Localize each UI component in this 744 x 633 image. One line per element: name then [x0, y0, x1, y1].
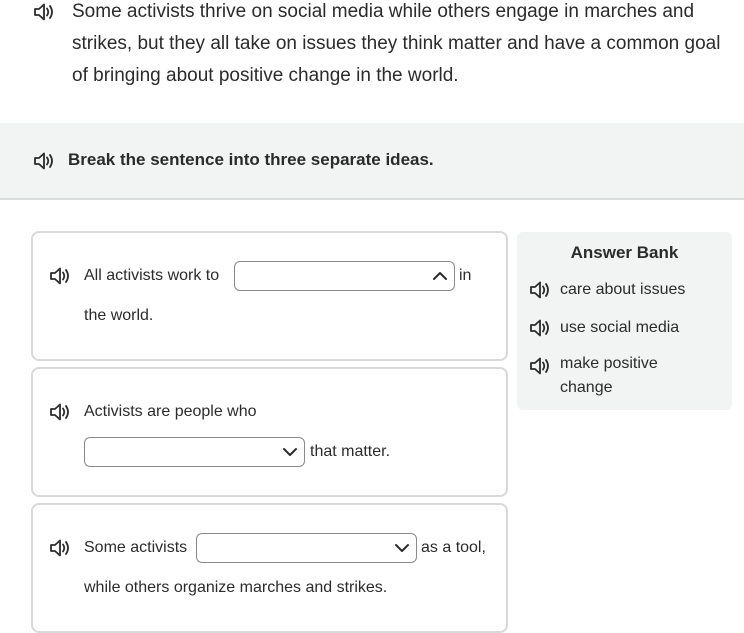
- answer-item-make-positive-change[interactable]: make positive change: [560, 355, 658, 396]
- card-3-prefix: Some activists: [84, 539, 188, 556]
- card-3-continuation: while others organize marches and strikes.: [84, 579, 388, 596]
- answer-3-speaker-icon[interactable]: [529, 356, 551, 376]
- instruction-speaker-icon[interactable]: [33, 151, 55, 171]
- card-1-speaker-icon[interactable]: [49, 266, 71, 286]
- chevron-up-icon: [432, 269, 448, 283]
- card-2-prefix: Activists are people who: [84, 403, 257, 420]
- sentence-card-1: [31, 231, 508, 361]
- card-3-speaker-icon[interactable]: [49, 538, 71, 558]
- answer-item-care-about-issues[interactable]: care about issues: [560, 281, 686, 298]
- sentence-card-2: [31, 367, 508, 497]
- card-1-dropdown[interactable]: [234, 261, 455, 291]
- answer-bank: [517, 232, 732, 410]
- card-1-suffix: in: [459, 267, 472, 284]
- answer-1-speaker-icon[interactable]: [529, 280, 551, 300]
- card-3-dropdown[interactable]: [196, 533, 417, 563]
- answer-item-use-social-media[interactable]: use social media: [560, 319, 680, 336]
- chevron-down-icon: [394, 541, 410, 555]
- passage-speaker-icon[interactable]: [33, 2, 55, 22]
- sentence-card-3: [31, 503, 508, 633]
- chevron-down-icon: [282, 445, 298, 459]
- instruction-text: Break the sentence into three separate ideas.: [68, 150, 434, 169]
- card-2-suffix: that matter.: [310, 443, 391, 460]
- card-1-continuation: the world.: [84, 307, 154, 324]
- card-1-prefix: All activists work to: [84, 267, 220, 284]
- answer-bank-title: Answer Bank: [570, 243, 679, 262]
- card-3-suffix: as a tool,: [421, 539, 486, 556]
- passage-text: Some activists thrive on social media while others engage in marches and strikes, but they all take on issues they think matter and have a common goal of bringing about positive change in the world.: [72, 1, 721, 86]
- card-2-dropdown[interactable]: [84, 437, 305, 467]
- card-2-speaker-icon[interactable]: [49, 402, 71, 422]
- answer-2-speaker-icon[interactable]: [529, 318, 551, 338]
